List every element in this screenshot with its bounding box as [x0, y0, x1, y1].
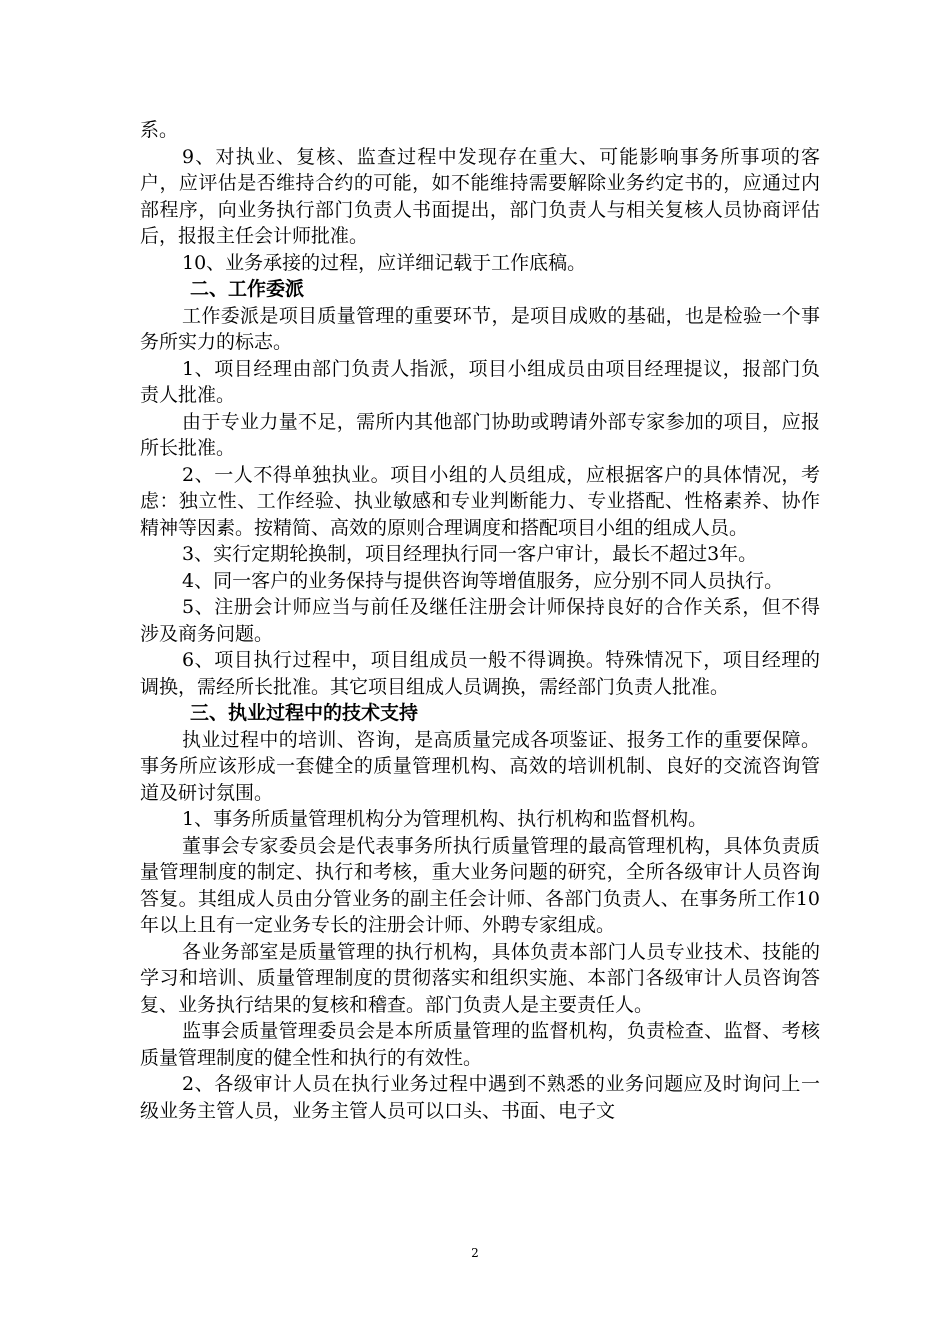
paragraph-continuation: 系。 — [140, 119, 179, 141]
paragraph: 各业务部室是质量管理的执行机构，具体负责本部门人员专业技术、技能的学习和培训、质量管理制度的贯彻落实和组织实施、本部门各级审计人员咨询答复、业务执行结果的复核和稽查。部门负责人是主要责任人。 — [140, 940, 820, 1016]
paragraph: 1、事务所质量管理机构分为管理机构、执行机构和监督机构。 — [182, 808, 708, 830]
paragraph: 监事会质量管理委员会是本所质量管理的监督机构，负责检查、监督、考核质量管理制度的健全性和执行的有效性。 — [140, 1020, 820, 1069]
paragraph: 由于专业力量不足，需所内其他部门协助或聘请外部专家参加的项目，应报所长批准。 — [140, 410, 820, 459]
section-heading-work-assignment: 二、工作委派 — [190, 278, 305, 300]
paragraph: 6、项目执行过程中，项目组成员一般不得调换。特殊情况下，项目经理的调换，需经所长批准。其它项目组成人员调换，需经部门负责人批准。 — [140, 649, 820, 698]
paragraph-item-9: 9、对执业、复核、监查过程中发现存在重大、可能影响事务所事项的客户，应评估是否维持合约的可能，如不能维持需要解除业务约定书的，应通过内部程序，向业务执行部门负责人书面提出，部门负责人与相关复核人员协商评估后，报报主任会计师批准。 — [140, 145, 820, 247]
paragraph: 4、同一客户的业务保持与提供咨询等增值服务，应分别不同人员执行。 — [182, 569, 784, 592]
paragraph: 执业过程中的培训、咨询，是高质量完成各项鉴证、报务工作的重要保障。事务所应该形成一套健全的质量管理机构、高效的培训机制、良好的交流咨询管道及研讨氛围。 — [140, 728, 820, 804]
paragraph: 工作委派是项目质量管理的重要环节，是项目成败的基础，也是检验一个事务所实力的标志。 — [140, 304, 820, 353]
page-body — [140, 117, 820, 1124]
paragraph: 3、实行定期轮换制，项目经理执行同一客户审计，最长不超过3年。 — [182, 543, 758, 565]
paragraph: 2、一人不得单独执业。项目小组的人员组成，应根据客户的具体情况，考虑：独立性、工作经验、执业敏感和专业判断能力、专业搭配、性格素养、协作精神等因素。按精简、高效的原则合理调度和搭配项目小组的组成人员。 — [140, 463, 820, 539]
paragraph-item-10: 10、业务承接的过程，应详细记载于工作底稿。 — [182, 251, 587, 274]
paragraph: 董事会专家委员会是代表事务所执行质量管理的最高管理机构，具体负责质量管理制度的制定、执行和考核，重大业务问题的研究，全所各级审计人员咨询答复。其组成人员由分管业务的副主任会计师、各部门负责人、在事务所工作10年以上且有一定业务专长的注册会计师、外聘专家组成。 — [140, 834, 820, 936]
paragraph: 5、注册会计师应当与前任及继任注册会计师保持良好的合作关系，但不得涉及商务问题。 — [140, 596, 820, 645]
page-number: 2 — [471, 1246, 479, 1260]
paragraph: 2、各级审计人员在执行业务过程中遇到不熟悉的业务问题应及时询问上一级业务主管人员，业务主管人员可以口头、书面、电子文 — [140, 1073, 820, 1122]
paragraph: 1、项目经理由部门负责人指派，项目小组成员由项目经理提议，报部门负责人批准。 — [140, 357, 820, 406]
section-heading-technical-support: 三、执业过程中的技术支持 — [190, 702, 419, 724]
